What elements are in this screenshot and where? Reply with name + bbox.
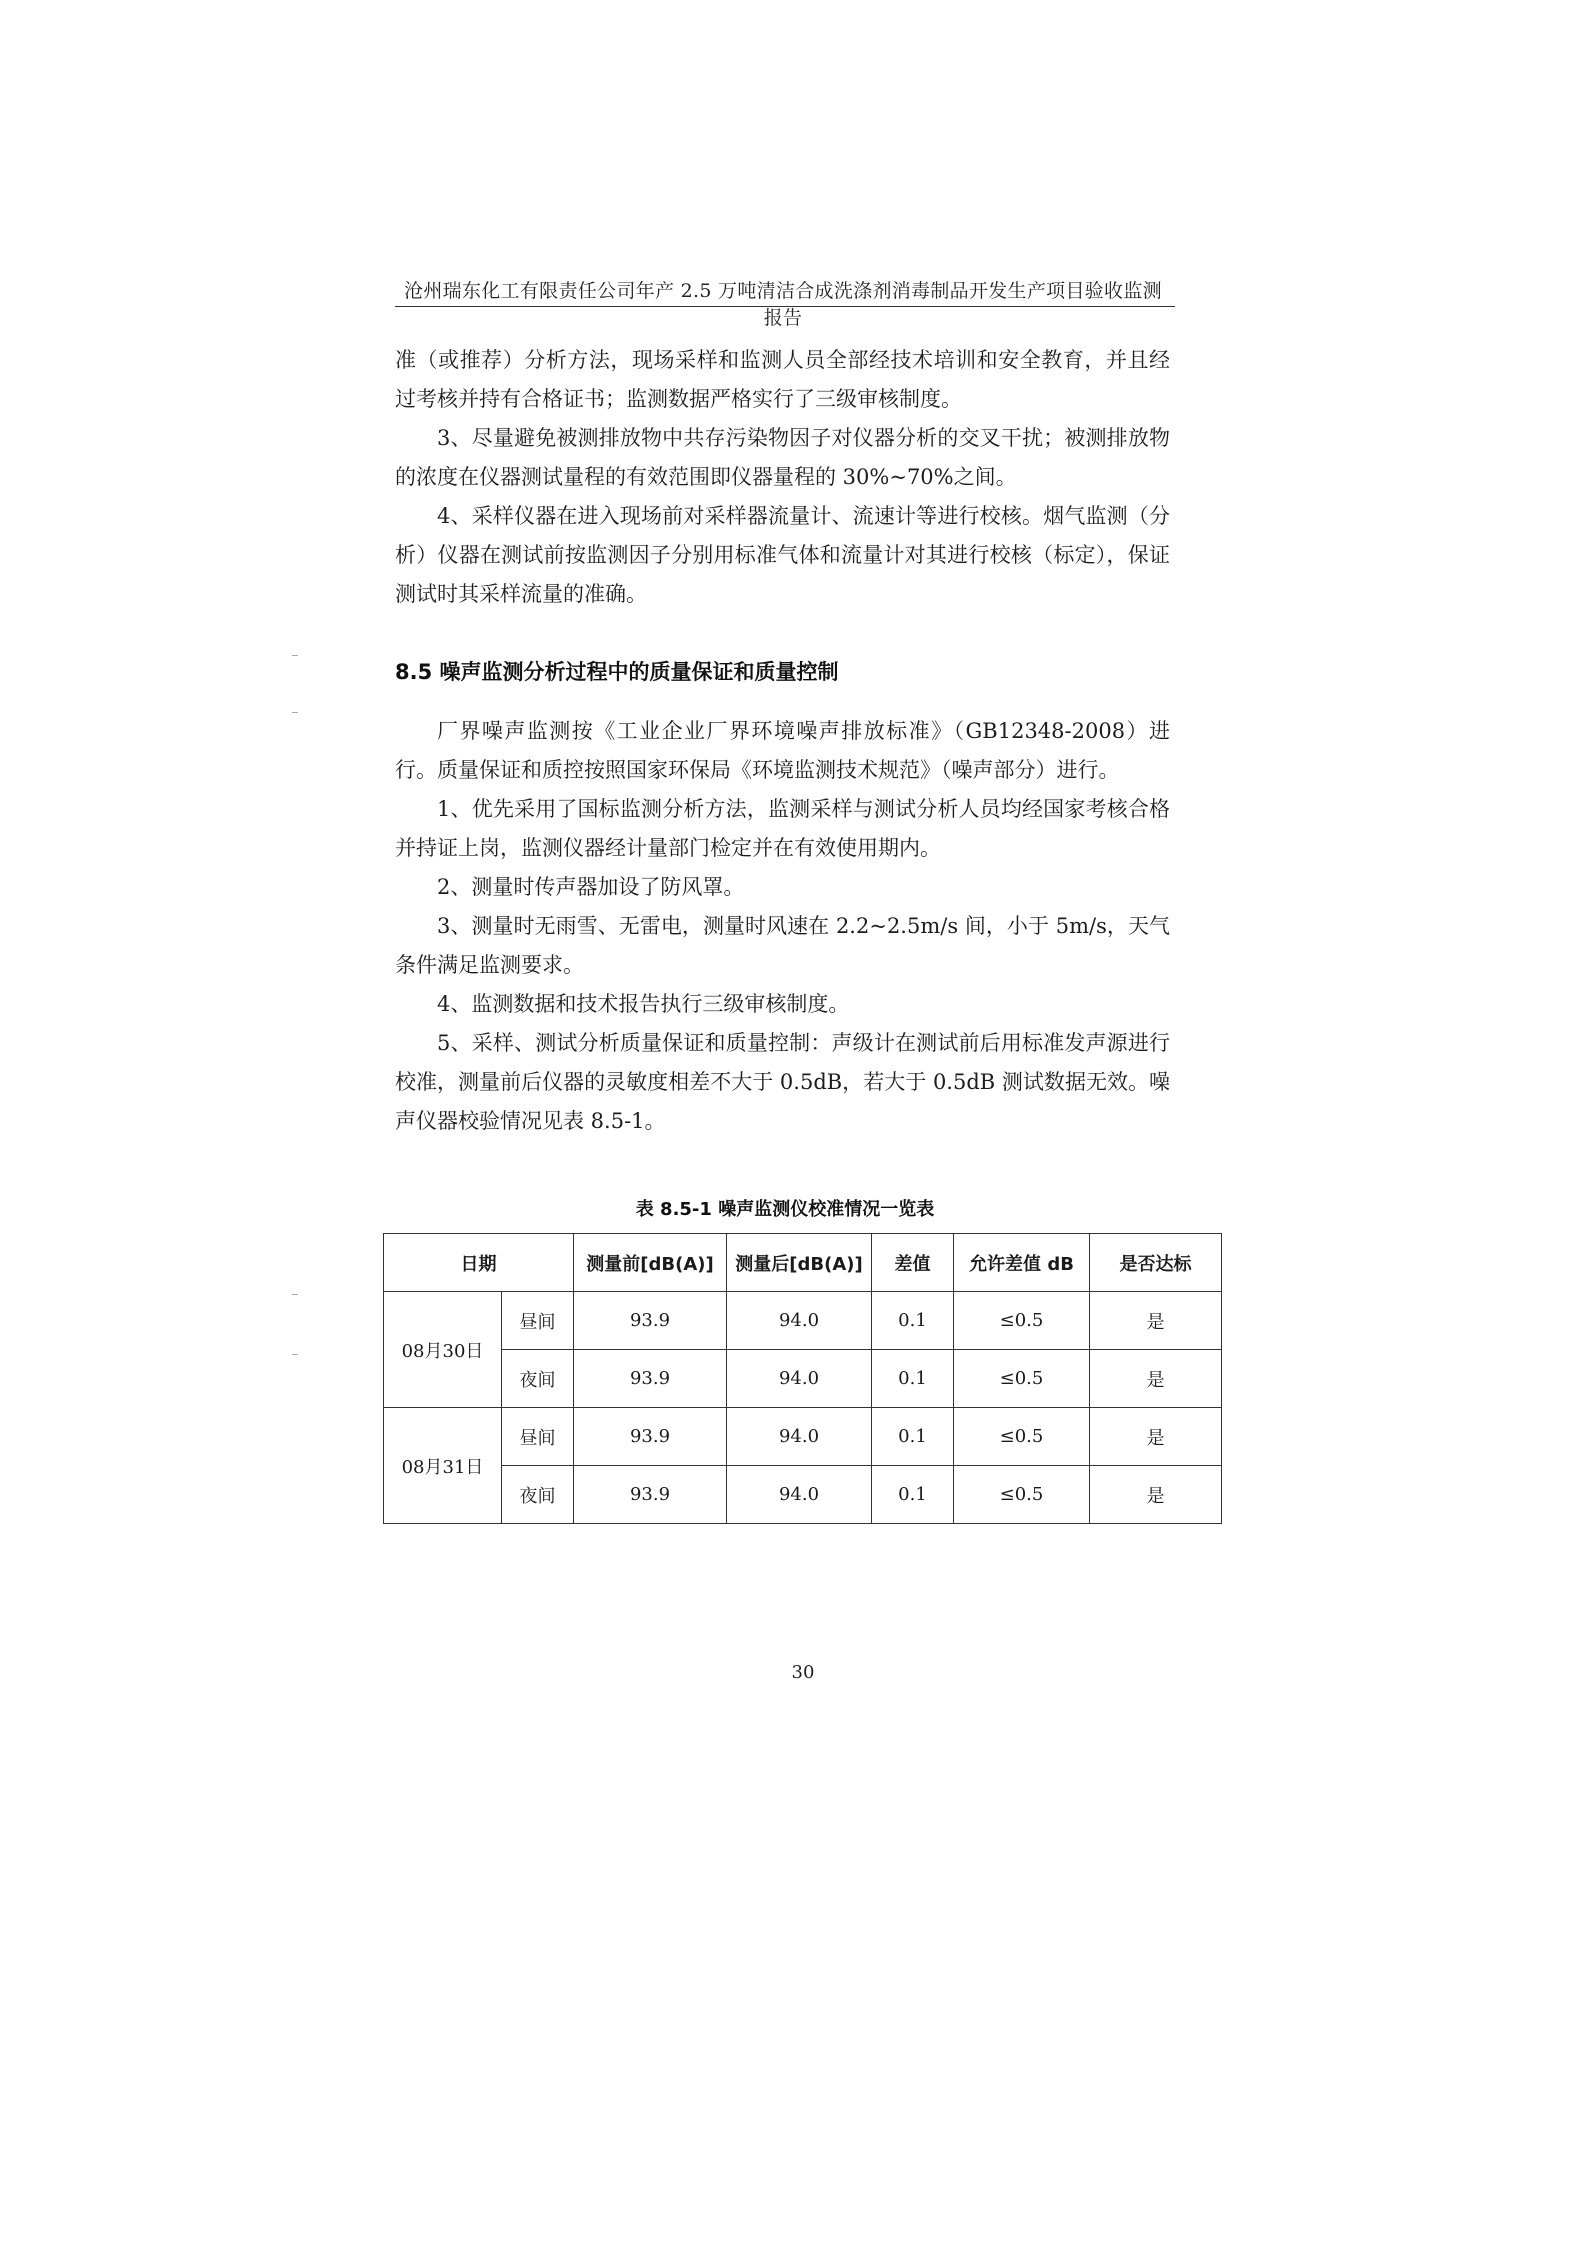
period-cell: 昼间 <box>502 1408 574 1466</box>
paragraph-item-4: 4、监测数据和技术报告执行三级审核制度。 <box>437 992 850 1016</box>
calibration-table <box>383 1233 1222 1524</box>
table-row <box>384 1466 1222 1524</box>
before-cell: 93.9 <box>574 1350 727 1408</box>
table-row <box>384 1408 1222 1466</box>
paragraph-intro: 厂界噪声监测按《工业企业厂界环境噪声排放标准》（GB12348-2008）进行。质量保证和质控按照国家环保局《环境监测技术规范》（噪声部分）进行。 <box>395 719 1170 782</box>
allowed-cell: ≤0.5 <box>954 1466 1090 1524</box>
header-before: 测量前[dB(A)] <box>574 1234 727 1292</box>
paragraph-item-1: 1、优先采用了国标监测分析方法，监测采样与测试分析人员均经国家考核合格并持证上岗，监测仪器经计量部门检定并在有效使用期内。 <box>395 797 1170 860</box>
header-allowed: 允许差值 dB <box>954 1234 1090 1292</box>
diff-cell: 0.1 <box>872 1350 954 1408</box>
table-row <box>384 1350 1222 1408</box>
after-cell: 94.0 <box>727 1466 872 1524</box>
after-cell: 94.0 <box>727 1350 872 1408</box>
report-header: 沧州瑞东化工有限责任公司年产 2.5 万吨清洁合成洗涤剂消毒制品开发生产项目验收监测报告 <box>404 280 1162 329</box>
paragraph-block-noise <box>395 712 1170 1141</box>
header-pass: 是否达标 <box>1090 1234 1222 1292</box>
after-cell: 94.0 <box>727 1408 872 1466</box>
date-cell: 08月30日 <box>384 1292 502 1408</box>
scan-artifact-mark <box>292 1354 298 1355</box>
period-cell: 夜间 <box>502 1350 574 1408</box>
diff-cell: 0.1 <box>872 1408 954 1466</box>
scan-artifact-mark <box>292 655 298 656</box>
paragraph-item-2: 2、测量时传声器加设了防风罩。 <box>437 875 745 899</box>
before-cell: 93.9 <box>574 1408 727 1466</box>
header-date: 日期 <box>384 1234 574 1292</box>
pass-cell: 是 <box>1090 1350 1222 1408</box>
pass-cell: 是 <box>1090 1408 1222 1466</box>
section-heading-8-5: 8.5 噪声监测分析过程中的质量保证和质量控制 <box>395 660 839 684</box>
paragraph-item-5: 5、采样、测试分析质量保证和质量控制：声级计在测试前后用标准发声源进行校准，测量前后仪器的灵敏度相差不大于 0.5dB，若大于 0.5dB 测试数据无效。噪声仪器校验情况见表 8.5-1。 <box>395 1031 1170 1133</box>
table-header-row <box>384 1234 1222 1292</box>
before-cell: 93.9 <box>574 1292 727 1350</box>
paragraph-item-3: 3、尽量避免被测排放物中共存污染物因子对仪器分析的交叉干扰；被测排放物的浓度在仪器测试量程的有效范围即仪器量程的 30%~70%之间。 <box>395 426 1170 489</box>
before-cell: 93.9 <box>574 1466 727 1524</box>
allowed-cell: ≤0.5 <box>954 1408 1090 1466</box>
period-cell: 夜间 <box>502 1466 574 1524</box>
header-diff: 差值 <box>872 1234 954 1292</box>
header-after: 测量后[dB(A)] <box>727 1234 872 1292</box>
scan-artifact-mark <box>292 1294 298 1295</box>
header-divider <box>395 306 1175 307</box>
table-caption: 表 8.5-1 噪声监测仪校准情况一览表 <box>635 1199 935 1220</box>
pass-cell: 是 <box>1090 1466 1222 1524</box>
paragraph-item-4: 4、采样仪器在进入现场前对采样器流量计、流速计等进行校核。烟气监测（分析）仪器在测试前按监测因子分别用标准气体和流量计对其进行校核（标定），保证测试时其采样流量的准确。 <box>395 504 1170 606</box>
paragraph-continuation: 准（或推荐）分析方法，现场采样和监测人员全部经技术培训和安全教育，并且经过考核并持有合格证书；监测数据严格实行了三级审核制度。 <box>395 348 1170 411</box>
pass-cell: 是 <box>1090 1292 1222 1350</box>
diff-cell: 0.1 <box>872 1292 954 1350</box>
table-row <box>384 1292 1222 1350</box>
diff-cell: 0.1 <box>872 1466 954 1524</box>
allowed-cell: ≤0.5 <box>954 1350 1090 1408</box>
paragraph-item-3: 3、测量时无雨雪、无雷电，测量时风速在 2.2~2.5m/s 间，小于 5m/s，天气条件满足监测要求。 <box>395 914 1170 977</box>
after-cell: 94.0 <box>727 1292 872 1350</box>
period-cell: 昼间 <box>502 1292 574 1350</box>
date-cell: 08月31日 <box>384 1408 502 1524</box>
allowed-cell: ≤0.5 <box>954 1292 1090 1350</box>
paragraph-block-quality <box>395 341 1170 614</box>
page-number: 30 <box>791 1662 815 1683</box>
scan-artifact-mark <box>292 712 298 713</box>
